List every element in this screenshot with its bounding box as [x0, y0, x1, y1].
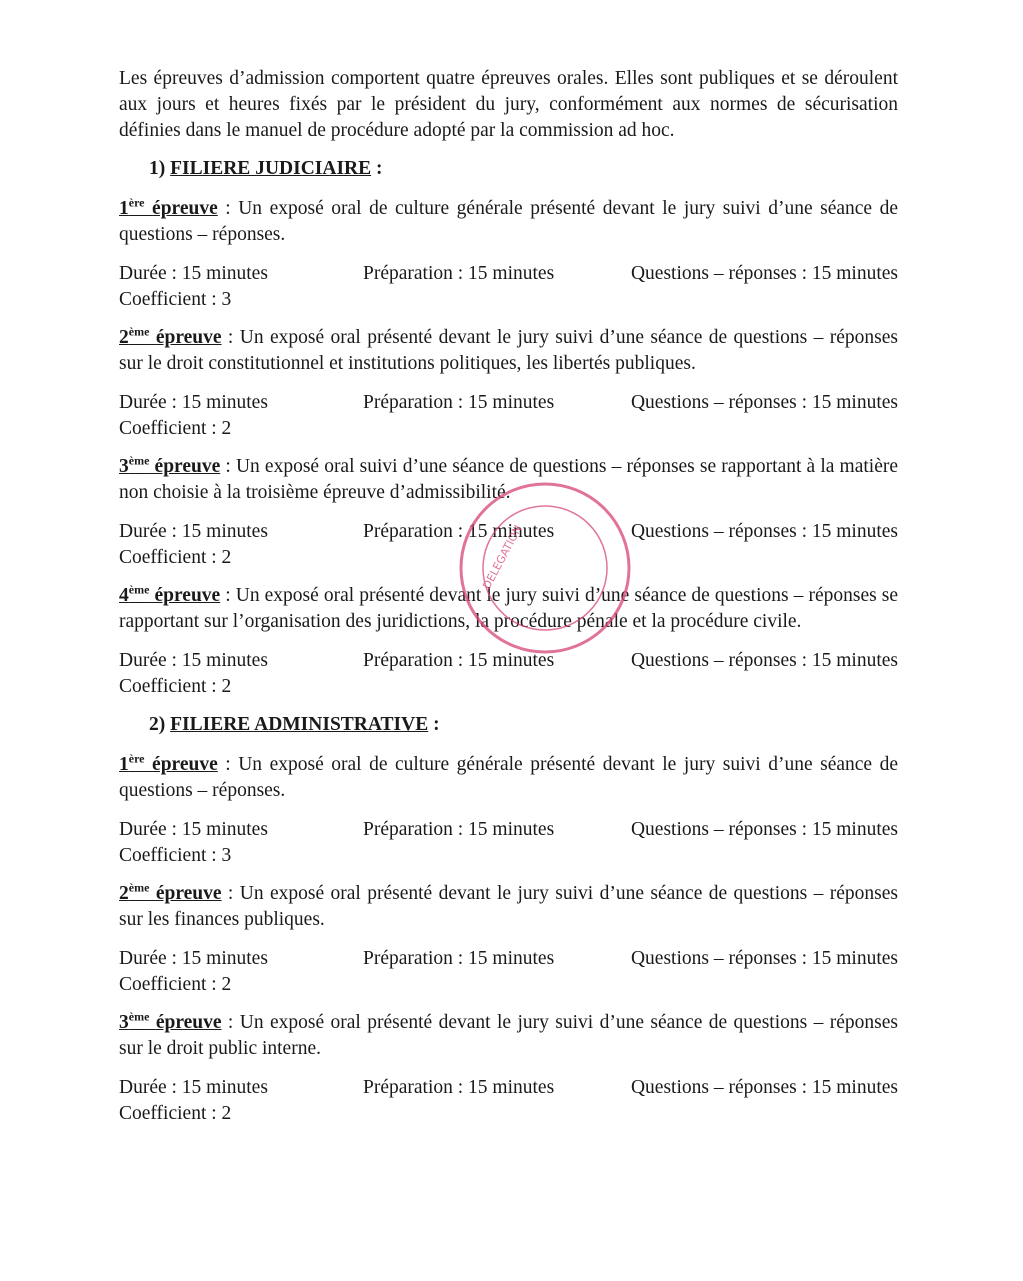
meta-row — [119, 817, 898, 843]
epreuve-number: 3 — [119, 456, 129, 477]
epreuve-meta — [119, 390, 898, 442]
epreuve-meta — [119, 1075, 898, 1127]
epreuve-text: : Un exposé oral présenté devant le jury suivi d’une séance de questions – réponses sur le droit public interne. — [119, 1012, 898, 1059]
preparation-text: Préparation : 15 minutes — [363, 392, 555, 413]
epreuve-label — [119, 582, 221, 606]
stamp-text: DELEGATION — [480, 523, 525, 592]
coefficient-text: Coefficient : 2 — [119, 676, 232, 697]
coefficient-text: Coefficient : 2 — [119, 547, 232, 568]
epreuve-number: 2 — [119, 883, 129, 904]
preparation-text: Préparation : 15 minutes — [363, 819, 555, 840]
questions-text: Questions – réponses : 15 minutes — [630, 263, 898, 284]
duree-text: Durée : 15 minutes — [119, 948, 268, 969]
coefficient-text: Coefficient : 2 — [119, 1103, 232, 1124]
epreuve-word: épreuve — [155, 1012, 222, 1033]
epreuve-description — [119, 325, 898, 377]
epreuve-description — [119, 752, 898, 804]
epreuve-word: épreuve — [154, 456, 221, 477]
epreuve-meta — [119, 817, 898, 869]
meta-row — [119, 1075, 898, 1101]
epreuve-text: : Un exposé oral suivi d’une séance de questions – réponses se rapportant à la matière non choisie à la troisième épreuve d’admissibilité. — [119, 456, 898, 503]
questions-text: Questions – réponses : 15 minutes — [630, 521, 898, 542]
coefficient-text: Coefficient : 2 — [119, 974, 232, 995]
meta-row — [119, 648, 898, 674]
epreuve-word: épreuve — [155, 883, 222, 904]
duree-text: Durée : 15 minutes — [119, 819, 268, 840]
coefficient-text: Coefficient : 3 — [119, 289, 232, 310]
preparation-text: Préparation : 15 minutes — [363, 1077, 555, 1098]
sections-container — [119, 156, 898, 1127]
epreuve-description — [119, 1010, 898, 1062]
epreuve-label — [119, 453, 221, 477]
epreuve-ordinal: ème — [128, 453, 150, 468]
meta-row — [119, 519, 898, 545]
epreuve-word: épreuve — [154, 585, 221, 606]
section-title-text: FILIERE JUDICIAIRE — [170, 158, 372, 179]
epreuve-label — [119, 1009, 222, 1033]
duree-text: Durée : 15 minutes — [119, 521, 268, 542]
section-number: 1) — [149, 158, 166, 179]
epreuve-label — [119, 195, 218, 219]
questions-text: Questions – réponses : 15 minutes — [630, 1077, 898, 1098]
epreuve-ordinal: ère — [128, 751, 145, 766]
document-page — [119, 66, 898, 1139]
intro-paragraph: Les épreuves d’admission comportent quatre épreuves orales. Elles sont publiques et se déroulent aux jours et heures fixés par le président du jury, conformément aux normes de sécurisation définies dans le manuel de procédure adopté par la commission ad hoc. — [119, 68, 898, 141]
epreuve-number: 3 — [119, 1012, 129, 1033]
questions-text: Questions – réponses : 15 minutes — [630, 819, 898, 840]
epreuve-number: 1 — [119, 198, 129, 219]
epreuve-text: : Un exposé oral présenté devant le jury suivi d’une séance de questions – réponses se rapportant sur l’organisation des juridictions, la procédure pénale et la procédure civile. — [119, 585, 898, 632]
coefficient-text: Coefficient : 2 — [119, 418, 232, 439]
epreuve-meta — [119, 519, 898, 571]
epreuve-ordinal: ème — [128, 582, 150, 597]
questions-text: Questions – réponses : 15 minutes — [630, 392, 898, 413]
coefficient-text: Coefficient : 3 — [119, 845, 232, 866]
epreuve-description — [119, 583, 898, 635]
preparation-text: Préparation : 15 minutes — [363, 650, 555, 671]
epreuve-label — [119, 880, 222, 904]
section-title — [149, 712, 898, 738]
section-number: 2) — [149, 714, 166, 735]
epreuve-description — [119, 881, 898, 933]
meta-row — [119, 261, 898, 287]
preparation-text: Préparation : 15 minutes — [363, 521, 555, 542]
section-title-colon: : — [428, 714, 440, 735]
duree-text: Durée : 15 minutes — [119, 263, 268, 284]
epreuve-ordinal: ère — [128, 195, 145, 210]
questions-text: Questions – réponses : 15 minutes — [630, 948, 898, 969]
preparation-text: Préparation : 15 minutes — [363, 948, 555, 969]
epreuve-word: épreuve — [155, 327, 222, 348]
epreuve-description — [119, 454, 898, 506]
section-title-colon: : — [371, 158, 383, 179]
epreuve-meta — [119, 261, 898, 313]
epreuve-number: 4 — [119, 585, 129, 606]
section-title — [149, 156, 898, 182]
epreuve-text: : Un exposé oral présenté devant le jury suivi d’une séance de questions – réponses sur les finances publiques. — [119, 883, 898, 930]
epreuve-label — [119, 751, 218, 775]
epreuve-text: : Un exposé oral de culture générale présenté devant le jury suivi d’une séance de questions – réponses. — [119, 754, 899, 801]
section-title-text: FILIERE ADMINISTRATIVE — [170, 714, 429, 735]
epreuve-meta — [119, 648, 898, 700]
epreuve-text: : Un exposé oral de culture générale présenté devant le jury suivi d’une séance de questions – réponses. — [119, 198, 899, 245]
epreuve-word: épreuve — [152, 198, 218, 219]
epreuve-description — [119, 196, 898, 248]
duree-text: Durée : 15 minutes — [119, 392, 268, 413]
epreuve-text: : Un exposé oral présenté devant le jury suivi d’une séance de questions – réponses sur le droit constitutionnel et institutions politiques, les libertés publiques. — [119, 327, 898, 374]
meta-row — [119, 390, 898, 416]
epreuve-label — [119, 324, 222, 348]
duree-text: Durée : 15 minutes — [119, 1077, 268, 1098]
epreuve-ordinal: ème — [128, 880, 150, 895]
epreuve-word: épreuve — [152, 754, 218, 775]
questions-text: Questions – réponses : 15 minutes — [630, 650, 898, 671]
epreuve-number: 1 — [119, 754, 129, 775]
epreuve-number: 2 — [119, 327, 129, 348]
epreuve-ordinal: ème — [128, 324, 150, 339]
meta-row — [119, 946, 898, 972]
epreuve-ordinal: ème — [128, 1009, 150, 1024]
epreuve-meta — [119, 946, 898, 998]
duree-text: Durée : 15 minutes — [119, 650, 268, 671]
preparation-text: Préparation : 15 minutes — [363, 263, 555, 284]
